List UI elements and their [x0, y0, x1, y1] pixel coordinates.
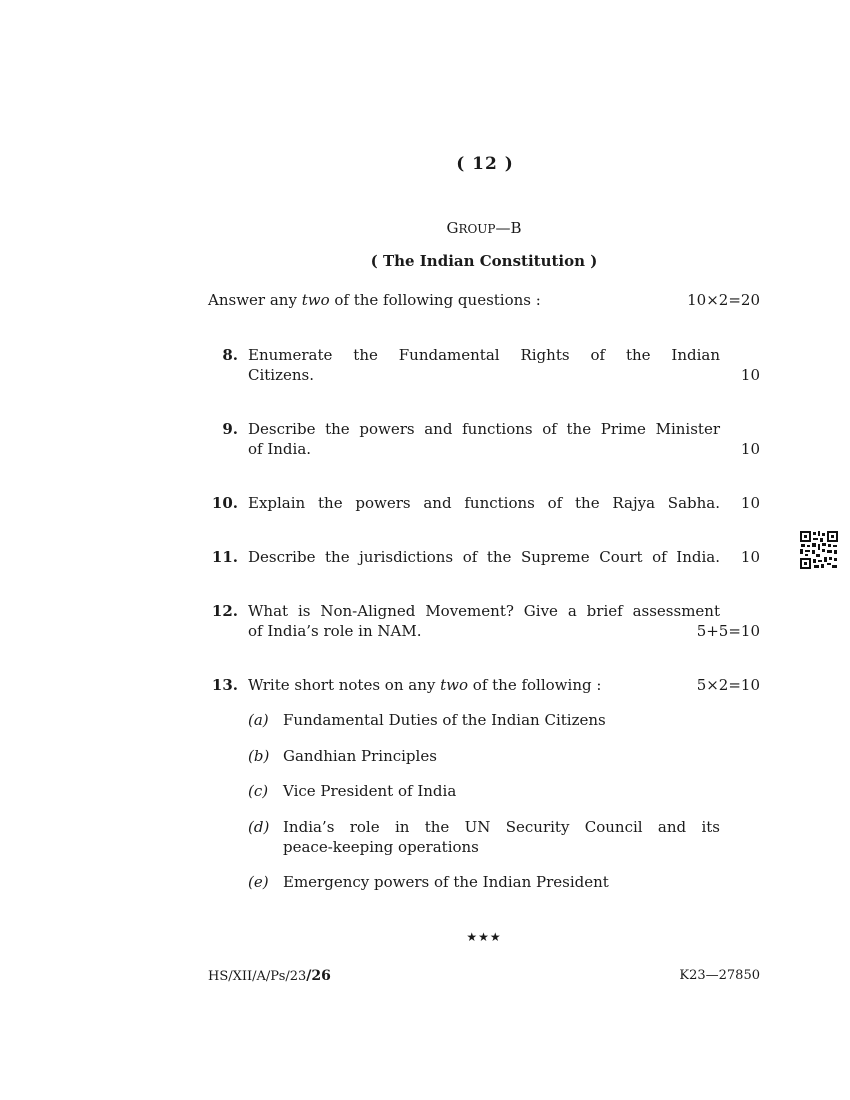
question-text [248, 675, 720, 695]
question-line-1: Explain the powers and functions of the Rajya Sabha. [248, 494, 720, 512]
question-number: 12. [211, 602, 238, 620]
subitem-line-2: peace-keeping operations [283, 838, 479, 856]
paper-code: K23—27850 [679, 968, 760, 983]
instruction-prefix: Answer any [208, 291, 302, 309]
subitem-text [283, 817, 720, 857]
subitem-text: Vice President of India [283, 782, 457, 800]
question-line-1: What is Non-Aligned Movement? Give a brief assessment [248, 602, 720, 620]
question-text [248, 601, 720, 641]
question-number: 8. [222, 346, 238, 364]
instruction-suffix: of the following questions : [329, 291, 541, 309]
question-line-1: Describe the powers and functions of the Prime Minister [248, 420, 720, 438]
subitem-line-1: India’s role in the UN Security Council and its [283, 818, 720, 836]
question-line-1: Enumerate the Fundamental Rights of the Indian [248, 346, 720, 364]
question-marks: 10 [740, 366, 760, 384]
qr-code-icon [799, 530, 839, 570]
question-prefix: Write short notes on any [248, 676, 441, 694]
question-marks: 5+5=10 [696, 622, 760, 640]
question-line-2: of India’s role in NAM. [248, 622, 422, 640]
question-marks: 10 [740, 548, 760, 566]
subitem-label: (c) [248, 782, 269, 800]
footer-code-prefix: HS/XII/A/Ps/23 [208, 969, 307, 984]
question-number: 9. [222, 420, 238, 438]
subitem-label: (d) [248, 818, 270, 836]
group-title-lead: G [446, 219, 459, 237]
question-suffix: of the following : [468, 676, 602, 694]
subitem-text: Gandhian Principles [283, 747, 437, 765]
question-marks: 10 [740, 494, 760, 512]
question-line-1: Describe the jurisdictions of the Supreme Court of India. [248, 548, 720, 566]
question-number: 11. [211, 548, 238, 566]
question-number: 13. [211, 676, 238, 694]
instruction-emph: two [301, 291, 330, 309]
subitem-text: Emergency powers of the Indian President [283, 873, 609, 891]
group-title-tail: —B [495, 219, 522, 237]
question-marks: 10 [740, 440, 760, 458]
end-marker: ★★★ [466, 930, 502, 944]
subitem-label: (a) [248, 711, 269, 729]
question-line-2: of India. [248, 440, 312, 458]
question-line-2: Citizens. [248, 366, 315, 384]
question-text [248, 547, 720, 567]
question-text [248, 493, 720, 513]
group-title [0, 219, 850, 237]
question-emph: two [440, 676, 469, 694]
page-number: ( 12 ) [456, 154, 514, 174]
question-marks: 5×2=10 [696, 676, 760, 694]
subitem-text: Fundamental Duties of the Indian Citizens [283, 711, 606, 729]
subitem-label: (b) [248, 747, 270, 765]
group-title-smallcaps: ROUP [458, 222, 496, 236]
instruction-marks: 10×2=20 [687, 291, 760, 309]
instruction [208, 291, 760, 309]
question-number: 10. [211, 494, 238, 512]
section-title: ( The Indian Constitution ) [370, 252, 598, 270]
subitem-label: (e) [248, 873, 269, 891]
question-text [248, 345, 720, 385]
footer-code [208, 968, 331, 984]
footer-code-suffix: /26 [306, 968, 331, 984]
question-text [248, 419, 720, 459]
